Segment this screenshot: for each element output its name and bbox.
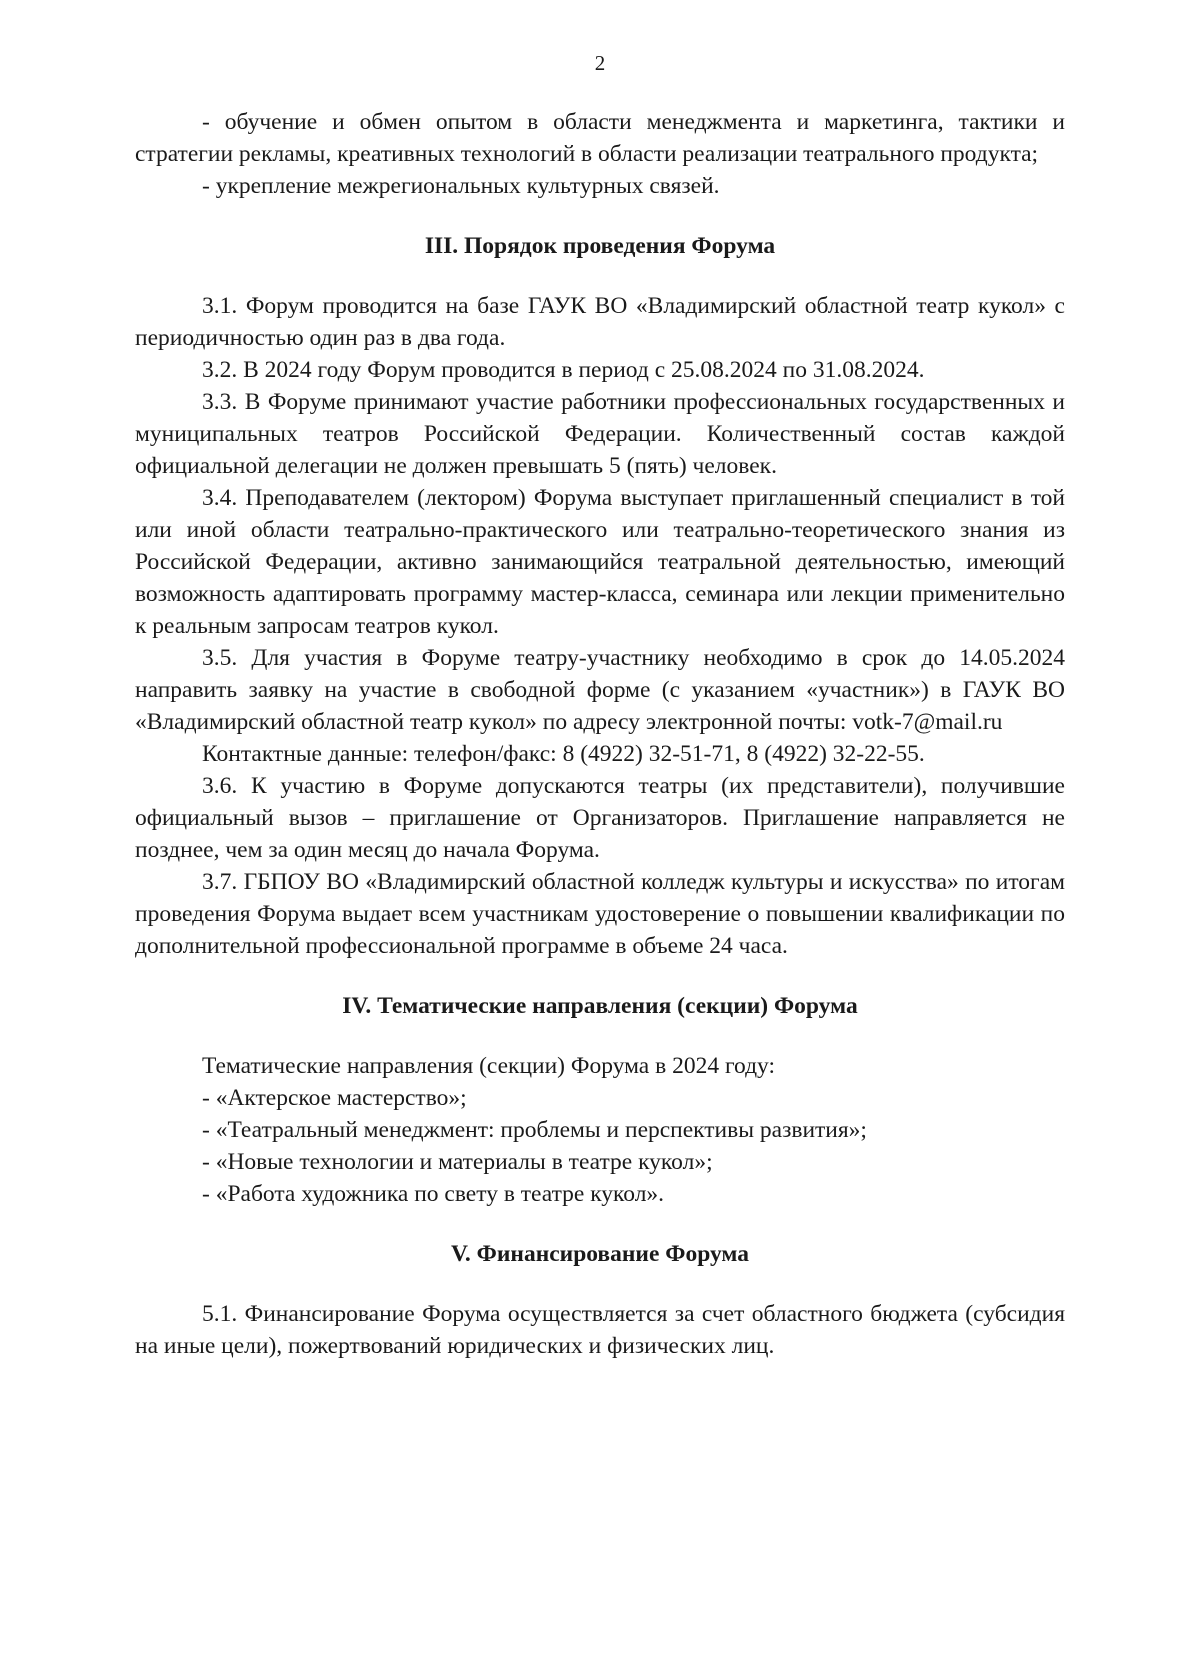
section-item-lighting: - «Работа художника по свету в театре кукол». bbox=[202, 1181, 665, 1207]
section-4-intro: Тематические направления (секции) Форума в 2024 году: bbox=[202, 1053, 775, 1079]
intro-item-training: - обучение и обмен опытом в области менеджмента и маркетинга, тактики и стратегии рекламы, креативных технологий в области реализации театрального продукта; bbox=[135, 109, 1065, 167]
paragraph-3-3: 3.3. В Форуме принимают участие работники профессиональных государственных и муниципальных театров Российской Федерации. Количественный состав каждой официальной делегации не должен превышать 5 (пять) человек. bbox=[135, 389, 1065, 479]
paragraph-3-5: 3.5. Для участия в Форуме театру-участнику необходимо в срок до 14.05.2024 направить заявку на участие в свободной форме (с указанием «участник») в ГАУК ВО «Владимирский областной театр кукол» по адресу электронной почты: votk-7@mail.ru bbox=[135, 645, 1065, 735]
paragraph-5-1: 5.1. Финансирование Форума осуществляется за счет областного бюджета (субсидия на иные цели), пожертвований юридических и физических лиц. bbox=[135, 1301, 1065, 1359]
section-item-technologies: - «Новые технологии и материалы в театре кукол»; bbox=[202, 1149, 713, 1175]
section-5-heading: V. Финансирование Форума bbox=[450, 1241, 749, 1267]
section-3-heading: III. Порядок проведения Форума bbox=[424, 233, 776, 259]
section-item-management: - «Театральный менеджмент: проблемы и перспективы развития»; bbox=[202, 1117, 867, 1143]
intro-item-ties: - укрепление межрегиональных культурных связей. bbox=[202, 173, 720, 199]
document-body bbox=[135, 106, 1065, 1362]
paragraph-3-6: 3.6. К участию в Форуме допускаются театры (их представители), получившие официальный вызов – приглашение от Организаторов. Приглашение направляется не позднее, чем за один месяц до начала Форума. bbox=[135, 773, 1065, 863]
paragraph-3-1: 3.1. Форум проводится на базе ГАУК ВО «Владимирский областной театр кукол» с периодичностью один раз в два года. bbox=[135, 293, 1065, 351]
section-item-acting: - «Актерское мастерство»; bbox=[202, 1085, 467, 1111]
section-4-heading: IV. Тематические направления (секции) Форума bbox=[342, 993, 858, 1019]
contact-details: Контактные данные: телефон/факс: 8 (4922) 32-51-71, 8 (4922) 32-22-55. bbox=[202, 741, 925, 767]
paragraph-3-7: 3.7. ГБПОУ ВО «Владимирский областной колледж культуры и искусства» по итогам проведения Форума выдает всем участникам удостоверение о повышении квалификации по дополнительной профессиональной программе в объеме 24 часа. bbox=[135, 869, 1065, 959]
paragraph-3-4: 3.4. Преподавателем (лектором) Форума выступает приглашенный специалист в той или иной области театрально-практического или театрально-теоретического знания из Российской Федерации, активно занимающийся театральной деятельностью, имеющий возможность адаптировать программу мастер-класса, семинара или лекции применительно к реальным запросам театров кукол. bbox=[135, 485, 1065, 639]
page-number: 2 bbox=[594, 51, 606, 75]
paragraph-3-2: 3.2. В 2024 году Форум проводится в период с 25.08.2024 по 31.08.2024. bbox=[202, 357, 925, 383]
